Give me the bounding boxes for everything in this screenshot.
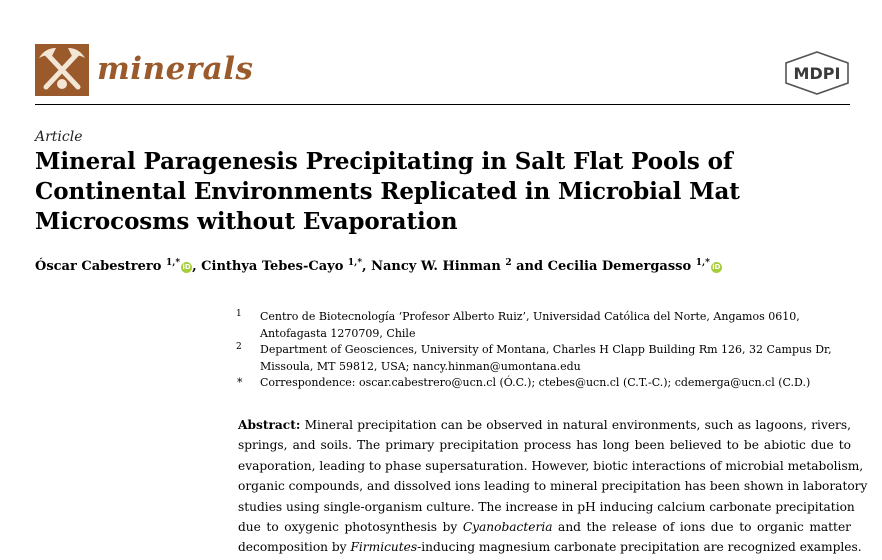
affiliation-line: Missoula, MT 59812, USA; nancy.hinman@umontana.edu: [260, 359, 581, 373]
abstract-text: -inducing magnesium carbonate precipitation are recognized examples.: [417, 540, 862, 555]
correspondence-line: Correspondence: oscar.cabestrero@ucn.cl (Ó.C.); ctebes@ucn.cl (C.T.-C.); cdemerga@ucn.cl (C.D.): [260, 376, 811, 389]
affiliation-marker: 1: [236, 309, 242, 319]
author-list: [35, 258, 850, 276]
abstract-text: Mineral precipitation can be observed in natural environments, such as lagoons, rivers,: [304, 418, 851, 432]
abstract-line: [238, 517, 851, 537]
author-affiliation-marker: 1,*: [165, 258, 181, 268]
title-line: Mineral Paragenesis Precipitating in Salt Flat Pools of: [35, 148, 733, 175]
article-title: [35, 147, 850, 237]
crossed-pickaxes-icon: [35, 44, 89, 96]
author-separator: and: [511, 259, 548, 274]
journal-header: [35, 44, 850, 104]
author-name[interactable]: Cecilia Demergasso: [547, 259, 692, 274]
correspondence-item: [236, 375, 850, 392]
orcid-icon[interactable]: iD: [712, 263, 721, 271]
abstract-line: studies using single-organism culture. The increase in pH inducing calcium carbonate precipitation: [238, 499, 855, 514]
article-type: Article: [35, 129, 83, 145]
abstract: [238, 415, 868, 558]
mdpi-logo: [784, 51, 850, 95]
author-name[interactable]: Óscar Cabestrero: [35, 259, 162, 274]
abstract-line: evaporation, leading to phase supersaturation. However, biotic interactions of microbial metabolism,: [238, 458, 864, 473]
abstract-text: and the release of ions due to organic matter: [552, 520, 851, 535]
title-line: Continental Environments Replicated in Microbial Mat: [35, 178, 740, 205]
abstract-text: due to oxygenic photosynthesis by: [238, 520, 463, 535]
author-separator: ,: [192, 259, 202, 274]
abstract-line: [238, 537, 862, 557]
journal-name: minerals: [97, 51, 254, 87]
abstract-line: [238, 415, 851, 435]
affiliation-line: Antofagasta 1270709, Chile: [260, 326, 416, 340]
publisher-name: MDPI: [793, 64, 841, 83]
affiliation-marker: 2: [236, 342, 242, 352]
author-affiliation-marker: 2: [505, 258, 512, 268]
affiliation-item: [236, 309, 850, 342]
abstract-label: Abstract:: [238, 418, 301, 432]
orcid-icon[interactable]: iD: [182, 263, 191, 271]
affiliation-item: [236, 342, 850, 375]
header-divider: [35, 104, 850, 105]
author-name[interactable]: Nancy W. Hinman: [371, 259, 501, 274]
abstract-text: decomposition by: [238, 540, 351, 555]
author-name[interactable]: Cinthya Tebes-Cayo: [201, 259, 344, 274]
taxon-name: Firmicutes: [350, 540, 418, 555]
affiliation-line: Centro de Biotecnología ‘Profesor Alberto Ruiz’, Universidad Católica del Norte, Angamos 0610,: [260, 310, 800, 323]
affiliation-list: [236, 309, 850, 392]
affiliation-line: Department of Geosciences, University of Montana, Charles H Clapp Building Rm 126, 32 Campus Dr,: [260, 343, 832, 356]
taxon-name: Cyanobacteria: [462, 520, 553, 535]
title-line: Microcosms without Evaporation: [35, 208, 458, 235]
author-affiliation-marker: 1,*: [695, 258, 710, 268]
author-affiliation-marker: 1,*: [347, 258, 363, 268]
author-separator: ,: [362, 259, 372, 274]
abstract-line: organic compounds, and dissolved ions leading to mineral precipitation has been shown in laboratory: [238, 479, 868, 494]
abstract-line: springs, and soils. The primary precipitation process has long been believed to be abiotic due to: [238, 438, 851, 453]
correspondence-marker: *: [237, 376, 243, 389]
